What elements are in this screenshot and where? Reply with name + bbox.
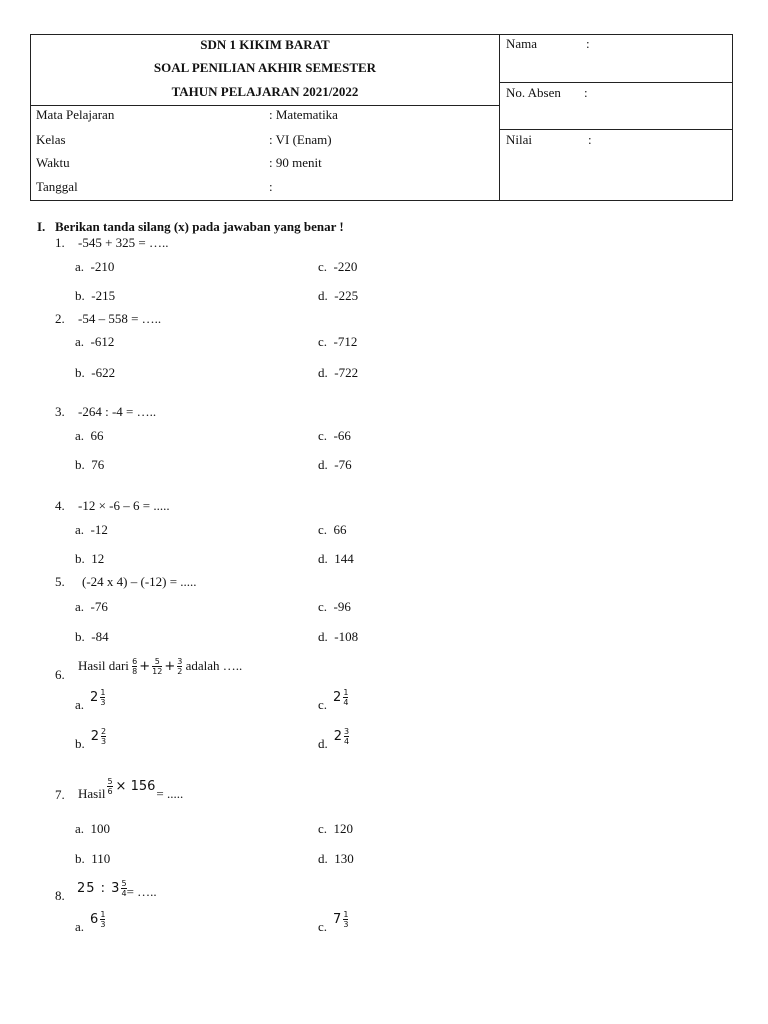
question-text: -54 – 558 = ….. [78,311,162,326]
question-text: -545 + 325 = ….. [78,235,169,250]
numerator: 1 [100,910,106,919]
option-a[interactable] [75,599,108,615]
option-letter: a. [75,428,85,443]
whole-part: 2 [90,690,99,705]
question-prefix: Hasil dari [78,658,129,673]
denominator: 3 [343,920,349,929]
mixed-number [333,688,348,707]
option-c[interactable] [318,599,351,615]
option-letter: c. [318,334,328,349]
divider [499,129,733,130]
option-text: -220 [333,259,358,274]
denominator: 4 [121,888,127,898]
question-text: -264 : -4 = ….. [78,404,157,419]
option-text: 120 [333,821,354,836]
option-letter: a. [75,259,85,274]
denominator: 3 [100,920,106,929]
option-letter: b. [75,851,85,866]
option-text: -712 [333,334,358,349]
question-number: 3. [55,404,65,419]
option-letter: a. [75,522,85,537]
mixed-number [90,910,105,929]
option-text: -215 [91,288,116,303]
option-c[interactable] [318,910,349,935]
option-letter: b. [75,629,85,644]
numerator: 5 [107,776,113,786]
question-text [78,652,242,680]
option-d[interactable] [318,551,354,567]
mixed-number [333,910,348,929]
option-letter: d. [318,288,328,303]
fraction [101,727,106,746]
option-text: 12 [91,551,105,566]
multiplication-term: × 156 [115,778,156,794]
section-instruction: Berikan tanda silang (x) pada jawaban yang benar ! [55,219,344,234]
option-text: -225 [334,288,359,303]
field-label: Waktu [36,155,70,170]
option-text: 110 [91,851,111,866]
score-label: Nilai [506,132,532,147]
option-c[interactable] [318,259,357,275]
option-text: -108 [334,629,359,644]
option-d[interactable] [318,365,358,381]
question-number: 4. [55,498,65,513]
whole-part: 2 [333,729,343,744]
dividend-expression: 25 : 3 [77,880,121,896]
option-letter: a. [75,697,85,712]
mixed-number [334,727,349,746]
field-value: : [269,179,273,194]
option-text: -12 [90,522,108,537]
option-b[interactable] [75,727,107,752]
numerator: 1 [100,688,106,697]
option-letter: b. [75,288,85,303]
fraction [344,727,349,746]
denominator: 3 [100,698,106,707]
option-text: -612 [90,334,115,349]
option-text: 66 [333,522,347,537]
field-label: Kelas [36,132,66,147]
academic-year: TAHUN PELAJARAN 2021/2022 [171,84,359,99]
option-text: -76 [334,457,352,472]
option-a[interactable] [75,428,104,444]
option-letter: c. [318,522,328,537]
plus-sign: + [164,658,176,674]
numerator: 2 [101,727,107,736]
denominator: 12 [152,666,163,676]
question-number: 7. [55,787,65,802]
option-letter: d. [318,457,328,472]
question-text [77,874,157,902]
fraction [177,657,182,676]
numerator: 6 [132,656,138,666]
option-letter: c. [318,428,328,443]
option-letter: a. [75,334,85,349]
option-letter: c. [318,259,328,274]
section-number: I. [37,219,46,234]
option-letter: c. [318,599,328,614]
question-text [78,772,183,800]
denominator: 8 [132,666,138,676]
question-suffix: adalah ….. [185,658,243,673]
option-letter: c. [318,821,328,836]
header-table [30,34,733,201]
option-a[interactable] [75,522,108,538]
option-d[interactable] [318,727,350,752]
option-text: -722 [334,365,359,380]
numerator: 3 [177,656,183,666]
denominator: 2 [177,666,183,676]
name-colon: : [586,36,590,51]
option-letter: b. [75,457,85,472]
score-colon: : [588,132,592,147]
numerator: 1 [343,688,349,697]
denominator: 4 [344,737,350,746]
option-letter: b. [75,365,85,380]
option-d[interactable] [318,288,358,304]
divider [31,105,499,106]
name-label: Nama [506,36,538,51]
question-number: 6. [55,667,65,682]
whole-part: 2 [90,729,100,744]
option-letter: d. [318,736,328,751]
numerator: 1 [343,910,349,919]
denominator: 3 [101,737,107,746]
numerator: 5 [121,878,127,888]
question-prefix: Hasil [78,786,106,801]
fraction [152,657,162,676]
option-text: -210 [90,259,115,274]
fraction [100,910,105,929]
denominator: 4 [343,698,349,707]
fraction [107,777,112,796]
option-text: 66 [90,428,104,443]
fraction [343,688,348,707]
numerator: 3 [344,727,350,736]
school-name: SDN 1 KIKIM BARAT [200,37,330,52]
question-number: 8. [55,888,65,903]
option-letter: d. [318,551,328,566]
field-label: Tanggal [36,179,78,194]
option-text: -96 [333,599,351,614]
question-number: 5. [55,574,65,589]
option-b[interactable] [75,288,115,304]
option-c[interactable] [318,688,349,713]
option-b[interactable] [75,629,109,645]
field-label: Mata Pelajaran [36,107,115,122]
option-d[interactable] [318,851,354,867]
option-c[interactable] [318,428,351,444]
option-letter: a. [75,919,85,934]
plus-sign: + [139,658,151,674]
option-a[interactable] [75,821,110,837]
option-text: 130 [334,851,354,866]
option-text: -66 [333,428,351,443]
option-letter: a. [75,599,85,614]
option-text: 144 [334,551,354,566]
option-letter: a. [75,821,85,836]
field-value: : VI (Enam) [269,132,332,147]
option-c[interactable] [318,522,347,538]
mixed-number [91,727,106,746]
option-b[interactable] [75,851,110,867]
option-text: -76 [90,599,108,614]
question-text: (-24 x 4) – (-12) = ..... [82,574,197,589]
whole-part: 2 [333,690,342,705]
option-letter: d. [318,629,328,644]
denominator: 6 [107,786,113,796]
absen-label: No. Absen [506,85,561,100]
option-letter: c. [318,697,328,712]
question-text: -12 × -6 – 6 = ..... [78,498,170,513]
option-d[interactable] [318,457,352,473]
fraction [100,688,105,707]
option-b[interactable] [75,551,104,567]
whole-part: 6 [90,912,99,927]
question-number: 2. [55,311,65,326]
option-d[interactable] [318,629,358,645]
option-b[interactable] [75,457,104,473]
field-value: : 90 menit [269,155,322,170]
option-text: -622 [91,365,116,380]
option-letter: c. [318,919,328,934]
option-letter: b. [75,736,85,751]
option-b[interactable] [75,365,115,381]
option-a[interactable] [75,259,114,275]
option-text: -84 [91,629,109,644]
option-text: 100 [90,821,111,836]
option-a[interactable] [75,688,106,713]
question-suffix: = ..... [156,786,184,801]
option-letter: d. [318,851,328,866]
absen-colon: : [584,85,588,100]
fraction [132,657,137,676]
question-suffix: = ….. [126,884,157,899]
exam-title: SOAL PENILIAN AKHIR SEMESTER [153,60,377,75]
option-c[interactable] [318,334,357,350]
option-a[interactable] [75,334,114,350]
option-text: 76 [91,457,105,472]
divider [499,82,733,83]
question-number: 1. [55,235,65,250]
mixed-number [90,688,105,707]
fraction [343,910,348,929]
option-c[interactable] [318,821,353,837]
option-letter: b. [75,551,85,566]
whole-part: 7 [333,912,342,927]
option-a[interactable] [75,910,106,935]
divider [499,35,500,201]
option-letter: d. [318,365,328,380]
numerator: 5 [154,656,160,666]
field-value: : Matematika [269,107,338,122]
